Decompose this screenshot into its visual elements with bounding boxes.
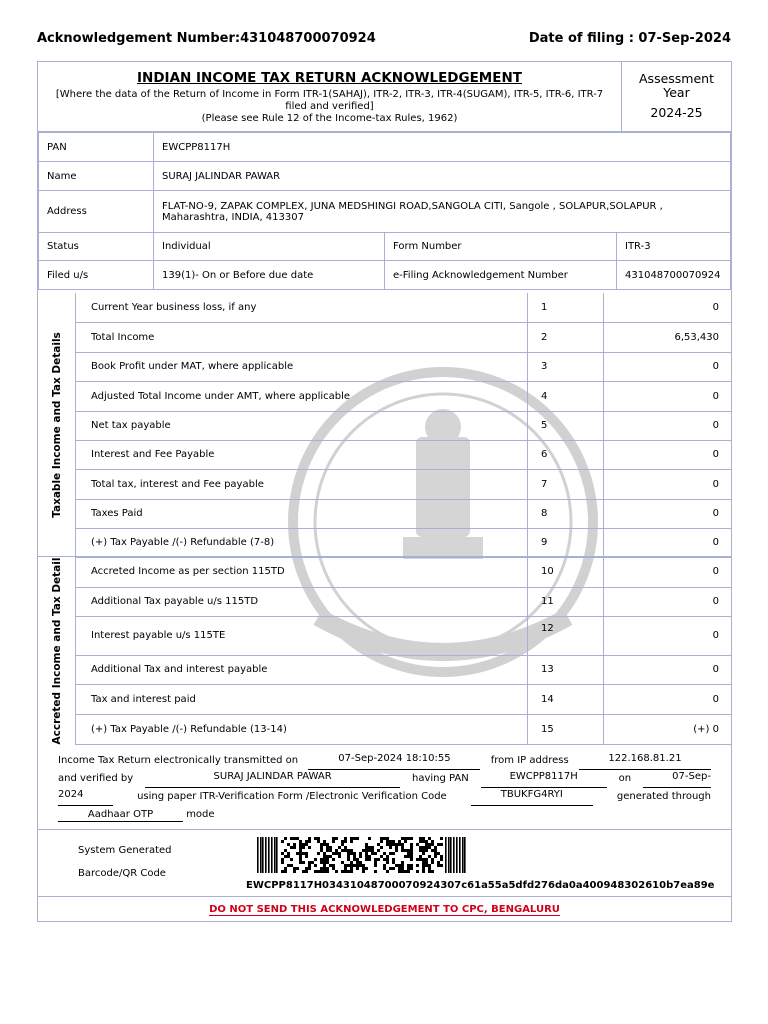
row-number: 6 — [528, 440, 604, 469]
verifier-name: SURAJ JALINDAR PAWAR — [145, 770, 400, 788]
row-value: 0 — [604, 655, 732, 684]
status-label: Status — [39, 233, 154, 261]
row-value: 6,53,430 — [604, 322, 732, 352]
row-description: Additional Tax payable u/s 115TD — [76, 587, 528, 616]
pan-label: PAN — [39, 133, 154, 162]
row-value: 0 — [604, 411, 732, 440]
row-description: (+) Tax Payable /(-) Refundable (7-8) — [76, 528, 528, 557]
verification-method: Aadhaar OTP — [58, 808, 183, 822]
row-description: Interest and Fee Payable — [76, 440, 528, 469]
filed-us-label: Filed u/s — [39, 261, 154, 290]
row-description: (+) Tax Payable /(-) Refundable (13-14) — [76, 714, 528, 744]
row-description: Book Profit under MAT, where applicable — [76, 352, 528, 381]
table-row — [76, 469, 731, 499]
form-number-value: ITR-3 — [617, 233, 731, 261]
barcode-qr-label: Barcode/QR Code — [78, 868, 166, 879]
row-number: 12 — [528, 616, 604, 655]
taxable-income-table — [76, 293, 731, 558]
row-number: 11 — [528, 587, 604, 616]
cpc-warning — [38, 904, 731, 915]
row-value: 0 — [604, 528, 732, 557]
table-row — [76, 293, 731, 322]
taxable-income-section-title: Taxable Income and Tax Details — [50, 332, 63, 518]
table-row — [76, 381, 731, 411]
row-value: 0 — [604, 616, 732, 655]
row-description: Taxes Paid — [76, 499, 528, 528]
status-value: Individual — [154, 233, 385, 261]
row-number: 10 — [528, 557, 604, 587]
verification-text-5: on — [618, 773, 632, 784]
row-number: 2 — [528, 322, 604, 352]
table-row — [76, 587, 731, 616]
barcode-image — [257, 837, 467, 873]
evc-code: TBUKFG4RYI — [471, 788, 593, 806]
efiling-ack-label: e-Filing Acknowledgement Number — [385, 261, 617, 290]
verification-statement — [38, 745, 731, 830]
row-value: (+) 0 — [604, 714, 732, 744]
row-value: 0 — [604, 381, 732, 411]
efiling-ack-value: 431048700070924 — [617, 261, 731, 290]
verification-date-part1: 07-Sep- — [643, 770, 711, 788]
row-value: 0 — [604, 440, 732, 469]
table-row — [76, 411, 731, 440]
row-value: 0 — [604, 469, 732, 499]
table-row — [76, 557, 731, 587]
row-description: Net tax payable — [76, 411, 528, 440]
acknowledgement-form — [37, 61, 732, 922]
row-number: 4 — [528, 381, 604, 411]
verification-text-4: having PAN — [412, 773, 469, 784]
row-value: 0 — [604, 587, 732, 616]
table-row — [76, 616, 731, 655]
name-value: SURAJ JALINDAR PAWAR — [154, 162, 731, 191]
row-number: 9 — [528, 528, 604, 557]
assessment-year-value: 2024-25 — [650, 105, 703, 120]
row-number: 14 — [528, 684, 604, 714]
table-row — [76, 684, 731, 714]
taxable-income-section-label — [38, 293, 76, 557]
row-number: 15 — [528, 714, 604, 744]
assessment-year-label: Assessment Year — [639, 71, 714, 100]
row-number: 3 — [528, 352, 604, 381]
row-description: Additional Tax and interest payable — [76, 655, 528, 684]
row-description: Interest payable u/s 115TE — [76, 616, 528, 655]
verification-text-8: mode — [186, 809, 215, 820]
accreted-income-section-label — [38, 557, 76, 745]
barcode-section — [38, 830, 731, 897]
table-row — [76, 714, 731, 744]
row-description: Tax and interest paid — [76, 684, 528, 714]
table-row — [76, 528, 731, 557]
row-number: 1 — [528, 293, 604, 322]
system-generated-label: System Generated — [78, 845, 172, 856]
row-number: 5 — [528, 411, 604, 440]
address-label: Address — [39, 191, 154, 233]
table-row — [76, 655, 731, 684]
cpc-warning-text: DO NOT SEND THIS ACKNOWLEDGEMENT TO CPC, BENGALURU — [209, 904, 560, 915]
row-value: 0 — [604, 352, 732, 381]
row-description: Current Year business loss, if any — [76, 293, 528, 322]
row-value: 0 — [604, 293, 732, 322]
pan-value: EWCPP8117H — [154, 133, 731, 162]
verification-text-7: generated through — [616, 791, 711, 802]
row-value: 0 — [604, 684, 732, 714]
accreted-income-table — [76, 557, 731, 745]
accreted-income-section-title: Accreted Income and Tax Detail — [50, 557, 63, 745]
table-row — [76, 352, 731, 381]
name-label: Name — [39, 162, 154, 191]
row-number: 8 — [528, 499, 604, 528]
filing-date: Date of filing : 07-Sep-2024 — [528, 31, 731, 46]
row-description: Total tax, interest and Fee payable — [76, 469, 528, 499]
verification-text-3: and verified by — [58, 773, 134, 784]
verification-text-1: Income Tax Return electronically transmitted on — [58, 755, 299, 766]
row-number: 13 — [528, 655, 604, 684]
ip-address: 122.168.81.21 — [579, 752, 711, 770]
verification-date-part2: 2024 — [58, 788, 113, 806]
row-value: 0 — [604, 499, 732, 528]
filed-us-value: 139(1)- On or Before due date — [154, 261, 385, 290]
table-row — [76, 440, 731, 469]
table-row — [76, 322, 731, 352]
row-value: 0 — [604, 557, 732, 587]
form-number-label: Form Number — [385, 233, 617, 261]
row-description: Total Income — [76, 322, 528, 352]
assessment-year-box — [622, 62, 731, 132]
address-value: FLAT-NO-9, ZAPAK COMPLEX, JUNA MEDSHINGI ROAD,SANGOLA CITI, Sangole , SOLAPUR,SOLAPUR , Maharashtra, INDIA, 413307 — [154, 191, 731, 233]
form-subtitle: [Where the data of the Return of Income in Form ITR-1(SAHAJ), ITR-2, ITR-3, ITR-4(SUGAM), ITR-5, ITR-6, ITR-7 filed and verified] — [55, 89, 604, 112]
row-number: 7 — [528, 469, 604, 499]
table-row — [76, 499, 731, 528]
transmission-datetime: 07-Sep-2024 18:10:55 — [308, 752, 480, 770]
verifier-pan: EWCPP8117H — [481, 770, 607, 788]
form-title: INDIAN INCOME TAX RETURN ACKNOWLEDGEMENT — [137, 70, 522, 86]
barcode-hash-string: EWCPP8117H0343104870007092430​7c61a55a5dfd276da0a400948302610b7ea89e — [246, 880, 715, 891]
verification-text-6: using paper ITR-Verification Form /Electronic Verification Code — [137, 791, 447, 802]
page-header — [37, 31, 731, 51]
verification-text-2: from IP address — [490, 755, 569, 766]
rule-reference: (Please see Rule 12 of the Income-tax Rules, 1962) — [201, 113, 458, 124]
title-box — [38, 62, 622, 132]
ack-number: Acknowledgement Number:431048700070924 — [37, 31, 376, 46]
row-description: Adjusted Total Income under AMT, where applicable — [76, 381, 528, 411]
taxpayer-info-table — [38, 132, 731, 290]
row-description: Accreted Income as per section 115TD — [76, 557, 528, 587]
